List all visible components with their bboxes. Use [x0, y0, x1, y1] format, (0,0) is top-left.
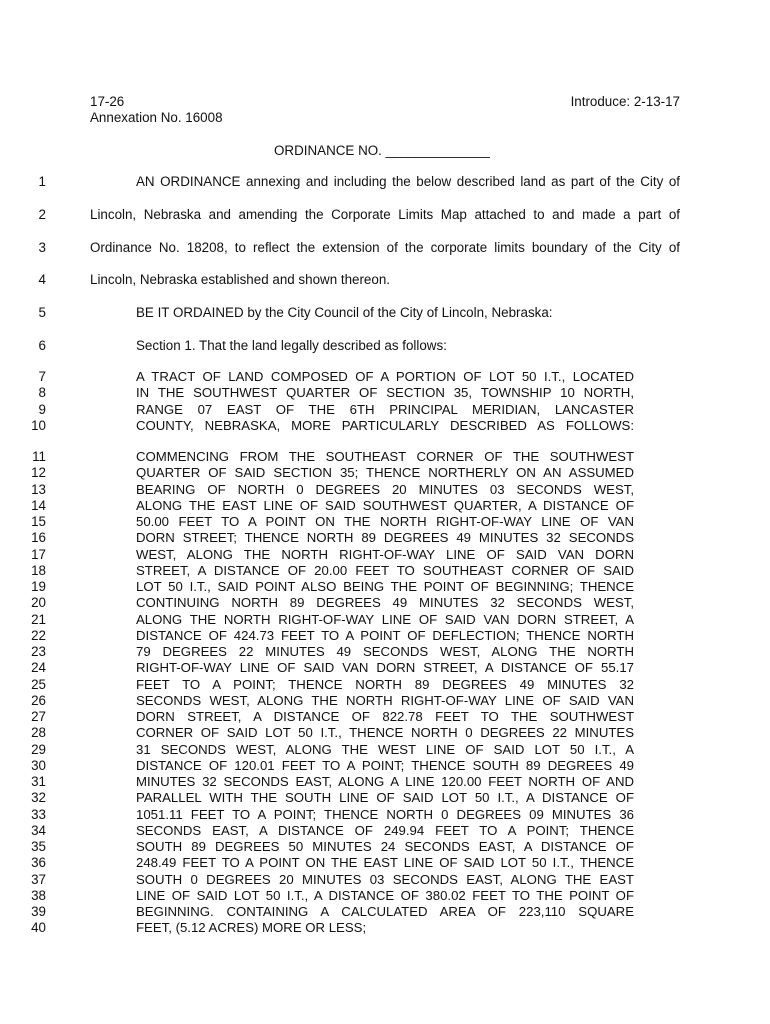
ordinance-title: ORDINANCE NO. ______________ [274, 143, 490, 158]
legal-line: RIGHT-OF-WAY LINE OF SAID VAN DORN STREET, A DISTANCE OF 55.17 [136, 660, 634, 676]
legal-line: CONTINUING NORTH 89 DEGREES 49 MINUTES 32 SECONDS WEST, [136, 595, 634, 611]
legal-line: BEGINNING. CONTAINING A CALCULATED AREA OF 223,110 SQUARE [136, 904, 634, 919]
legal-line: 50.00 FEET TO A POINT ON THE NORTH RIGHT-OF-WAY LINE OF VAN [136, 514, 634, 529]
line-number: 33 [31, 806, 46, 822]
line-number: 39 [31, 904, 46, 919]
line-number: 22 [31, 627, 46, 643]
line-number: 37 [31, 871, 46, 887]
section-1-intro: Section 1. That the land legally described as follows: [136, 338, 447, 353]
line-number: 24 [31, 660, 46, 676]
legal-line: MINUTES 32 SECONDS EAST, ALONG A LINE 120.00 FEET NORTH OF AND [136, 774, 634, 789]
legal-line: 79 DEGREES 22 MINUTES 49 SECONDS WEST, ALONG THE NORTH [136, 644, 634, 659]
legal-line: DORN STREET; THENCE NORTH 89 DEGREES 49 MINUTES 32 SECONDS [136, 530, 634, 546]
legal-line: 248.49 FEET TO A POINT ON THE EAST LINE OF SAID LOT 50 I.T., THENCE [136, 855, 634, 871]
document-ref: 17-26 [90, 94, 125, 109]
line-number: 12 [31, 465, 46, 481]
legal-line: SOUTH 89 DEGREES 50 MINUTES 24 SECONDS EAST, A DISTANCE OF [136, 839, 634, 854]
body-line: Ordinance No. 18208, to reflect the extension of the corporate limits boundary of the City of [90, 240, 680, 255]
line-number: 2 [38, 207, 46, 222]
line-number: 4 [38, 272, 46, 287]
legal-line: DORN STREET, A DISTANCE OF 822.78 FEET TO THE SOUTHWEST [136, 709, 634, 724]
ordain-clause: BE IT ORDAINED by the City Council of the City of Lincoln, Nebraska: [136, 305, 553, 320]
line-number: 16 [31, 530, 46, 546]
line-number: 15 [31, 514, 46, 529]
line-number: 21 [31, 611, 46, 627]
line-number: 28 [31, 725, 46, 741]
line-number: 18 [31, 562, 46, 578]
legal-line: RANGE 07 EAST OF THE 6TH PRINCIPAL MERIDIAN, LANCASTER [136, 401, 634, 417]
line-number: 6 [38, 338, 46, 353]
line-number: 31 [31, 774, 46, 789]
legal-line: FEET TO A POINT; THENCE NORTH 89 DEGREES 49 MINUTES 32 [136, 676, 634, 692]
line-number: 19 [31, 579, 46, 594]
line-number: 34 [31, 822, 46, 838]
line-number: 20 [31, 595, 46, 611]
line-number: 3 [38, 240, 46, 255]
legal-line: 31 SECONDS WEST, ALONG THE WEST LINE OF SAID LOT 50 I.T., A [136, 741, 634, 757]
legal-line: FEET, (5.12 ACRES) MORE OR LESS; [136, 920, 367, 936]
legal-line: DISTANCE OF 424.73 FEET TO A POINT OF DEFLECTION; THENCE NORTH [136, 627, 634, 643]
legal-line: LINE OF SAID LOT 50 I.T., A DISTANCE OF 380.02 FEET TO THE POINT OF [136, 887, 634, 903]
legal-line: ALONG THE NORTH RIGHT-OF-WAY LINE OF SAID VAN DORN STREET, A [136, 611, 634, 627]
legal-line: SECONDS WEST, ALONG THE NORTH RIGHT-OF-WAY LINE OF SAID VAN [136, 692, 634, 708]
body-line: AN ORDINANCE annexing and including the below described land as part of the City of [136, 174, 680, 189]
legal-line: COMMENCING FROM THE SOUTHEAST CORNER OF THE SOUTHWEST [136, 449, 634, 464]
line-number: 9 [38, 401, 46, 417]
legal-line: A TRACT OF LAND COMPOSED OF A PORTION OF LOT 50 I.T., LOCATED [136, 369, 634, 384]
legal-line: IN THE SOUTHWEST QUARTER OF SECTION 35, TOWNSHIP 10 NORTH, [136, 385, 634, 401]
line-number: 32 [31, 790, 46, 806]
body-line: Lincoln, Nebraska and amending the Corporate Limits Map attached to and made a part of [90, 207, 680, 222]
line-number: 36 [31, 855, 46, 871]
legal-line: SECONDS EAST, A DISTANCE OF 249.94 FEET TO A POINT; THENCE [136, 822, 634, 838]
legal-line: 1051.11 FEET TO A POINT; THENCE NORTH 0 DEGREES 09 MINUTES 36 [136, 806, 634, 822]
line-number: 38 [31, 887, 46, 903]
legal-line: LOT 50 I.T., SAID POINT ALSO BEING THE POINT OF BEGINNING; THENCE [136, 579, 634, 594]
line-number: 10 [31, 417, 46, 433]
line-number: 8 [38, 385, 46, 401]
legal-line: QUARTER OF SAID SECTION 35; THENCE NORTHERLY ON AN ASSUMED [136, 465, 634, 481]
line-number: 14 [31, 497, 46, 513]
legal-line: COUNTY, NEBRASKA, MORE PARTICULARLY DESCRIBED AS FOLLOWS: [136, 417, 634, 433]
annexation-number: Annexation No. 16008 [90, 110, 223, 125]
line-number: 30 [31, 757, 46, 773]
line-number: 26 [31, 692, 46, 708]
introduce-date: Introduce: 2-13-17 [570, 94, 680, 109]
line-number: 13 [31, 481, 46, 497]
line-number: 1 [38, 174, 46, 189]
line-number: 23 [31, 644, 46, 659]
legal-line: WEST, ALONG THE NORTH RIGHT-OF-WAY LINE OF SAID VAN DORN [136, 546, 634, 562]
line-number: 25 [31, 676, 46, 692]
line-number: 17 [31, 546, 46, 562]
line-number: 7 [38, 369, 46, 384]
legal-line: PARALLEL WITH THE SOUTH LINE OF SAID LOT 50 I.T., A DISTANCE OF [136, 790, 634, 806]
line-number: 35 [31, 839, 46, 854]
line-number: 11 [32, 449, 46, 464]
line-number: 5 [38, 305, 46, 320]
legal-line: CORNER OF SAID LOT 50 I.T., THENCE NORTH 0 DEGREES 22 MINUTES [136, 725, 634, 741]
legal-line: SOUTH 0 DEGREES 20 MINUTES 03 SECONDS EAST, ALONG THE EAST [136, 871, 634, 887]
legal-line: ALONG THE EAST LINE OF SAID SOUTHWEST QUARTER, A DISTANCE OF [136, 497, 634, 513]
legal-line: BEARING OF NORTH 0 DEGREES 20 MINUTES 03 SECONDS WEST, [136, 481, 634, 497]
body-line: Lincoln, Nebraska established and shown thereon. [90, 272, 390, 287]
line-number: 27 [31, 709, 46, 724]
line-number: 29 [31, 741, 46, 757]
legal-line: DISTANCE OF 120.01 FEET TO A POINT; THENCE SOUTH 89 DEGREES 49 [136, 757, 634, 773]
line-number: 40 [31, 920, 46, 936]
legal-line: STREET, A DISTANCE OF 20.00 FEET TO SOUTHEAST CORNER OF SAID [136, 562, 634, 578]
